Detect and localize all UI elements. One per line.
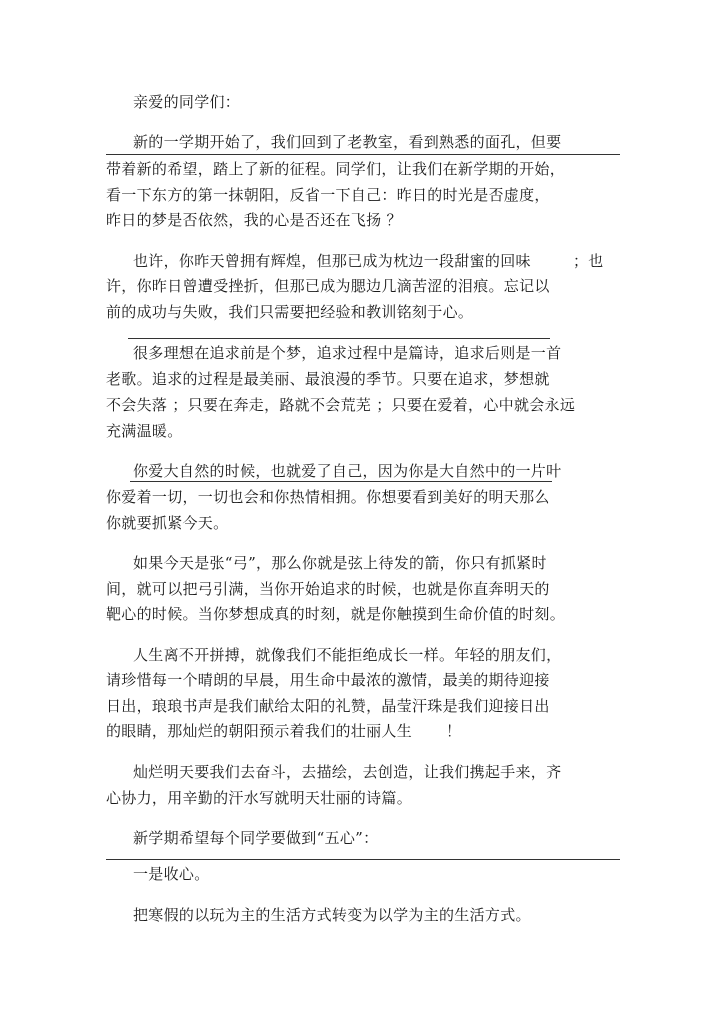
paragraph-1-line-4: 昨日的梦是否依然，我的心是否还在飞扬 ？ <box>106 211 402 229</box>
underline-rule <box>106 154 620 155</box>
paragraph-1-line-2: 带着新的希望，踏上了新的征程。同学们，让我们在新学期的开始， <box>106 160 566 178</box>
paragraph-3-line-4: 充满温暖。 <box>106 422 183 440</box>
underline-rule <box>106 859 620 860</box>
underline-rule <box>128 338 550 339</box>
paragraph-7-line-2: 心协力，用辛勤的汗水写就明天壮丽的诗篇。 <box>106 789 413 807</box>
paragraph-5-line-3: 靶心的时候。当你梦想成真的时刻，就是你触摸到生命价值的时刻。 <box>106 605 566 623</box>
paragraph-7-line-1: 灿烂明天要我们去奋斗，去描绘，去创造，让我们携起手来，齐 <box>133 763 562 781</box>
paragraph-4-line-3: 你就要抓紧今天。 <box>106 514 229 532</box>
paragraph-9-line-1: 一是收心。 <box>133 865 210 883</box>
paragraph-6-line-3: 日出，琅琅书声是我们献给太阳的礼赞，晶莹汗珠是我们迎接日出 <box>106 697 550 715</box>
paragraph-2-line-1-end: ；也 <box>573 252 604 270</box>
paragraph-2-line-3: 前的成功与失败，我们只需要把经验和教训铭刻于心。 <box>106 303 474 321</box>
paragraph-6-line-2: 请珍惜每一个晴朗的早晨，用生命中最浓的激情，最美的期待迎接 <box>106 671 550 689</box>
paragraph-6-line-4: 的眼睛，那灿烂的朝阳预示着我们的壮丽人生 <box>106 722 413 740</box>
paragraph-2-line-1: 也许，你昨天曾拥有辉煌，但那已成为枕边一段甜蜜的回味 <box>133 252 531 270</box>
paragraph-4-line-2: 你爱着一切，一切也会和你热情相拥。你想要看到美好的明天那么 <box>106 488 550 506</box>
paragraph-2-line-2: 许，你昨日曾遭受挫折，但那已成为腮边几滴苦涩的泪痕。忘记以 <box>106 277 550 295</box>
paragraph-5-line-1: 如果今天是张“弓”，那么你就是弦上待发的箭，你只有抓紧时 <box>133 554 547 572</box>
paragraph-5-line-2: 间，就可以把弓引满，当你开始追求的时候，也就是你直奔明天的 <box>106 580 550 598</box>
paragraph-3-line-1: 很多理想在追求前是个梦，追求过程中是篇诗，追求后则是一首 <box>133 344 562 362</box>
greeting: 亲爱的同学们： <box>133 93 241 111</box>
paragraph-8-line-1: 新学期希望每个同学要做到“五心”： <box>133 829 379 847</box>
paragraph-6-line-1: 人生离不开拼搏，就像我们不能拒绝成长一样。年轻的朋友们， <box>133 646 562 664</box>
paragraph-4-line-1: 你爱大自然的时候，也就爱了自己，因为你是大自然中的一片叶 <box>133 462 562 480</box>
underline-rule <box>130 481 552 482</box>
paragraph-6-line-4-end: ！ <box>446 722 462 740</box>
paragraph-3-line-2: 老歌。追求的过程是最美丽、最浪漫的季节。只要在追求，梦想就 <box>106 370 550 388</box>
paragraph-3-line-3: 不会失落 ；只要在奔走，路就不会荒芜 ；只要在爱着，心中就会永远 <box>106 396 576 414</box>
paragraph-1-line-1: 新的一学期开始了，我们回到了老教室，看到熟悉的面孔，但要 <box>133 133 562 151</box>
paragraph-1-line-3: 看一下东方的第一抹朝阳，反省一下自己：昨日的时光是否虚度， <box>106 186 550 204</box>
paragraph-10-line-1: 把寒假的以玩为主的生活方式转变为以学为主的生活方式。 <box>133 906 531 924</box>
